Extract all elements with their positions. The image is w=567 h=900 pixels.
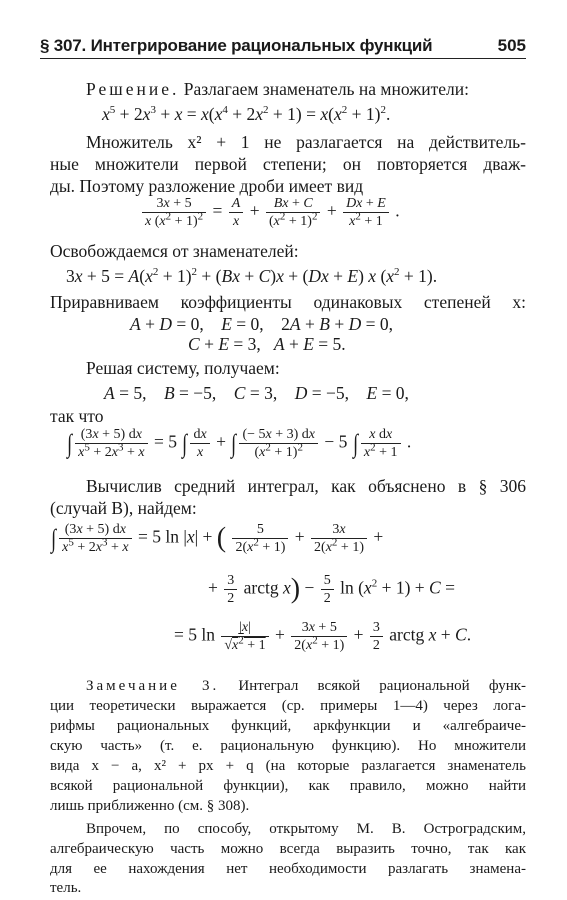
remark-line: лишь приближенно (см. § 308). (50, 798, 250, 814)
paragraph-line: Вычислив средний интеграл, как объяснено в § 306 (86, 476, 526, 496)
remark-line: вида x − a, x² + px + q (на которые разлагается знаменатель (50, 758, 526, 774)
remark-line: Замечание 3. Интеграл всякой рациональной функ- (86, 678, 526, 694)
formula-partial-fractions: $\frac{3x + 5}{x (x^2 + 1)^2}$ = $\frac{A}{x}$ + $\frac{Bx + C}{(x^2 + 1)^2}$ + $\frac{Dx + E}{x^2 + 1}$ . (140, 195, 400, 230)
paragraph-line: Приравниваем коэффициенты одинаковых степеней x: (50, 292, 526, 312)
page-number: 505 (497, 36, 526, 55)
paragraph-line: Множитель x² + 1 не разлагается на действитель- (86, 132, 526, 152)
formula-system-2: C + E = 3, A + E = 5. (188, 334, 346, 354)
remark-line: скую часть» (т. е. рациональную функцию). Но множители (50, 738, 526, 754)
fraction: $\frac{3x + 5}{x (x^2 + 1)^2}$ (142, 195, 206, 230)
paragraph-line: так что (50, 406, 104, 426)
formula-integral-split: ∫ $\frac{(3x + 5) dx}{x^5 + 2x^3 + x}$ = 5 ∫ $\frac{dx}{x}$ + ∫ $\frac{(- 5x + 3) dx}{(x^2 + 1)^2}$ − 5 ∫ $\frac{\text{x dx}}{x^2 + 1}$ . (67, 427, 412, 460)
fraction: $\frac{A}{x}$ (229, 195, 244, 230)
paragraph-line: ные множители первой степени; он повторяется дваж- (50, 154, 526, 174)
closing-line: алгебраическую часть можно всегда выразить точно, так как (50, 841, 526, 857)
remark-label: Замечание 3. (86, 678, 220, 694)
formula-solution: A = 5, B = −5, C = 3, D = −5, E = 0, (104, 383, 409, 403)
paragraph-line: ды. Поэтому разложение дроби имеет вид (50, 176, 364, 196)
closing-line: Впрочем, по способу, открытому М. В. Остроградским, (86, 821, 526, 837)
running-header (40, 34, 526, 59)
closing-line: для ее нахождения нет необходимости разлагать знамена- (50, 861, 526, 877)
fraction: $\frac{Dx + E}{x^2 + 1}$ (343, 195, 389, 230)
formula-result-1: ∫ $\frac{(3x + 5) dx}{x^5 + 2x^3 + x}$ = 5 ln |x| + ( $\frac{5}{2(x^2 + 1)}$ + $\frac{3x}{2(x^2 + 1)}$ + (51, 522, 384, 555)
formula-factorization: $x^5 + 2x^3 + x = x(x^4 + 2x^2 + 1) = x(x^2 + 1)^2$. (102, 104, 391, 124)
paragraph-line: Освобождаемся от знаменателей: (50, 241, 299, 261)
paragraph-line: Решая систему, получаем: (86, 358, 280, 378)
remark-line: рифмы рациональных функций, аркфункции и «алгебраиче- (50, 718, 526, 734)
formula-result-3: = 5 ln $\frac{|x|}{√x^2 + 1}$ + $\frac{3x + 5}{2(x^2 + 1)}$ + $\frac{3}{2}$ arctg x + C. (174, 620, 472, 653)
remark-line: ции теоретически выражается (ср. примеры 1—4) через лога- (50, 698, 526, 714)
closing-line: тель. (50, 880, 82, 896)
formula-system-1: A + D = 0, E = 0, 2A + B + D = 0, (130, 314, 393, 334)
section-title: § 307. Интегрирование рациональных функций (40, 36, 433, 55)
fraction: $\frac{Bx + C}{(x^2 + 1)^2}$ (266, 195, 320, 230)
solution-line (86, 78, 469, 100)
formula-result-2: + $\frac{3}{2}$ arctg x) − $\frac{5}{2}$ $\ln (x^2 + 1) + C$ = (208, 573, 455, 606)
formula-identity: $3x + 5 = A(x^2 + 1)^2 + (Bx + C)x + (Dx + E)$ x $(x^2 + 1)$. (66, 266, 438, 286)
remark-line: всякой рациональной функции), как правило, можно найти (50, 778, 526, 794)
paragraph-line: (случай B), найдем: (50, 498, 197, 518)
solution-label: Решение. (86, 79, 180, 99)
solution-text: Разлагаем знаменатель на множители: (183, 79, 470, 99)
